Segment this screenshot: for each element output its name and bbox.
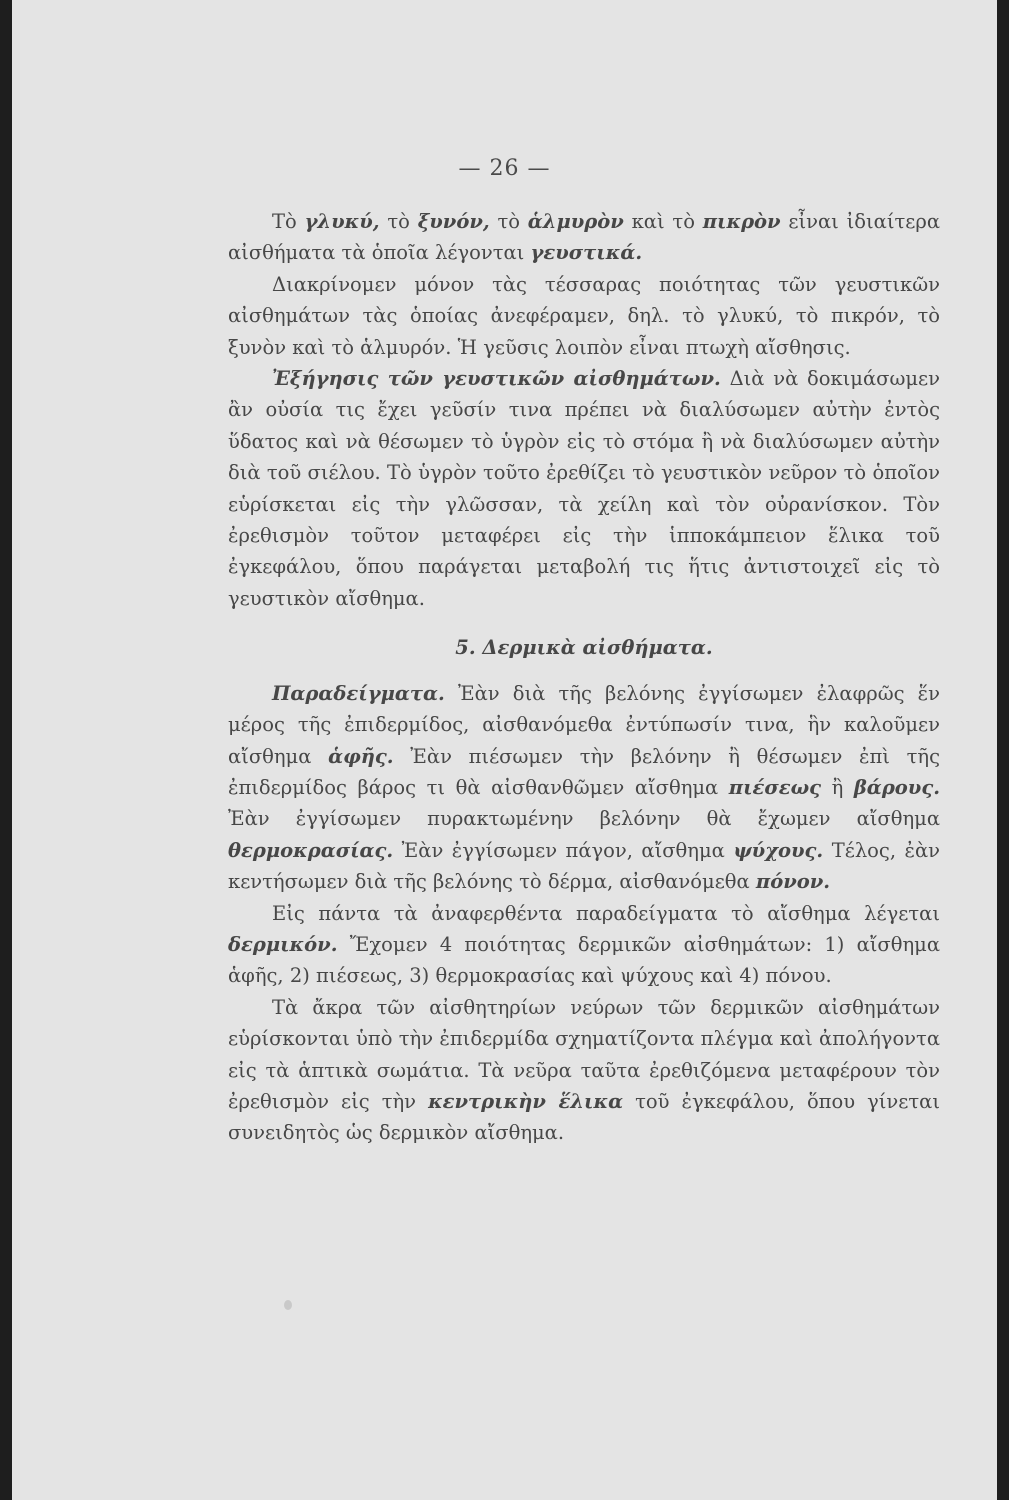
section-heading: 5. Δερμικὰ αἰσθήματα.: [455, 636, 713, 660]
paragraph-four-qualities: Διακρίνομεν μόνον τὰς τέσσαρας ποιότητας τῶν γευστικῶν αἰσθημάτων τὰς ὁποίας ἀνεφέραμεν, δηλ. τὸ γλυκύ, τὸ πικρόν, τὸ ξυνὸν καὶ τὸ ἁλμυρόν. Ἡ γεῦσις λοιπὸν εἶναι πτωχὴ αἴσθησις.: [228, 272, 940, 359]
subheading-explanation: Ἐξήγησις τῶν γευστικῶν αἰσθημάτων.: [272, 367, 721, 391]
subheading-examples: Παραδείγματα.: [272, 681, 445, 705]
body-text: [228, 206, 940, 1149]
page-number: — 26 —: [458, 156, 551, 181]
scan-edge-right: [997, 0, 1009, 1500]
paragraph-dermal-summary: Εἰς πάντα τὰ ἀναφερθέντα παραδείγματα τὸ αἴσθημα λέγεται δερμικόν. Ἔχομεν 4 ποιότητας δερμικῶν αἰσθημάτων: 1) αἴσθημα ἁφῆς, 2) πιέσεως, 3) θερμοκρασίας καὶ ψύχους καὶ 4) πόνου.: [228, 901, 940, 988]
dust-speck: [284, 1300, 292, 1310]
scan-edge-left: [0, 0, 12, 1500]
paragraph-nerve-endings: Τὰ ἄκρα τῶν αἰσθητηρίων νεύρων τῶν δερμικῶν αἰσθημάτων εὑρίσκονται ὑπὸ τὴν ἐπιδερμίδα σχηματίζοντα πλέγμα καὶ ἀπολήγοντα εἰς τὰ ἁπτικὰ σωμάτια. Τὰ νεῦρα ταῦτα ἐρεθιζόμενα μεταφέρουν τὸν ἐρεθισμὸν εἰς τὴν κεντρικὴν ἕλικα τοῦ ἐγκεφάλου, ὅπου γίνεται συνειδητὸς ὡς δερμικὸν αἴσθημα.: [228, 995, 940, 1145]
paragraph-taste-explanation: Ἐξήγησις τῶν γευστικῶν αἰσθημάτων. Διὰ νὰ δοκιμάσωμεν ἂν οὐσία τις ἔχει γεῦσίν τινα πρέπει νὰ διαλύσωμεν αὐτὴν ἐντὸς ὕδατος καὶ νὰ θέσωμεν τὸ ὑγρὸν εἰς τὸ στόμα ἢ νὰ διαλύσωμεν αὐτὴν διὰ τοῦ σιέλου. Τὸ ὑγρὸν τοῦτο ἐρεθίζει τὸ γευστικὸν νεῦρον τὸ ὁποῖον εὑρίσκεται εἰς τὴν γλῶσσαν, τὰ χείλη καὶ τὸν οὐρανίσκον. Τὸν ἐρεθισμὸν τοῦτον μεταφέρει εἰς τὴν ἱπποκάμπειον ἕλικα τοῦ ἐγκεφάλου, ὅπου παράγεται μεταβολή τις ἥτις ἀντιστοιχεῖ εἰς τὸ γευστικὸν αἴσθημα.: [228, 367, 940, 610]
paragraph-taste-qualities: Τὸ γλυκύ, τὸ ξυνόν, τὸ ἁλμυρὸν καὶ τὸ πικρὸν εἶναι ἰδιαίτερα αἰσθήματα τὰ ὁποῖα λέγονται γευστικά.: [228, 210, 940, 265]
paragraph-examples: Παραδείγματα. Ἐὰν διὰ τῆς βελόνης ἐγγίσωμεν ἐλαφρῶς ἕν μέρος τῆς ἐπιδερμίδος, αἰσθανόμεθα ἐντύπωσίν τινα, ἣν καλοῦμεν αἴσθημα ἁφῆς. Ἐὰν πιέσωμεν τὴν βελόνην ἢ θέσωμεν ἐπὶ τῆς ἐπιδερμίδος βάρος τι θὰ αἰσθανθῶμεν αἴσθημα πιέσεως ἢ βάρους. Ἐὰν ἐγγίσωμεν πυρακτωμένην βελόνην θὰ ἔχωμεν αἴσθημα θερμοκρασίας. Ἐὰν ἐγγίσωμεν πάγον, αἴσθημα ψύχους. Τέλος, ἐὰν κεντήσωμεν διὰ τῆς βελόνης τὸ δέρμα, αἰσθανόμεθα πόνον.: [228, 681, 940, 894]
